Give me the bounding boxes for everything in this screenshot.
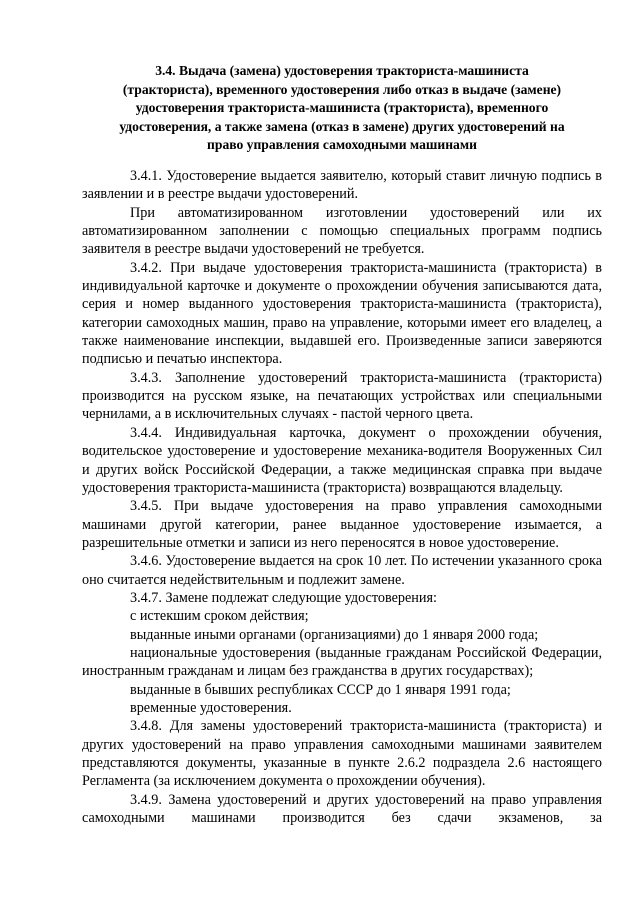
list-item-temporary: временные удостоверения.: [130, 699, 292, 716]
heading-line: (тракториста), временного удостоверения либо отказ в выдаче (замене): [122, 81, 562, 97]
list-item-ussr: выданные в бывших республиках СССР до 1 января 1991 года;: [130, 681, 511, 698]
heading-line: удостоверения, а также замена (отказ в замене) других удостоверений на: [119, 118, 565, 134]
list-item-national: национальные удостоверения (выданные гражданам Российской Федерации, иностранным гражданам и лицам без гражданства в других государствах);: [82, 644, 602, 680]
list-item-other-organs: выданные иными органами (организациями) до 1 января 2000 года;: [130, 626, 539, 643]
list-item-expired: с истекшим сроком действия;: [130, 608, 309, 625]
document-body: [82, 167, 602, 827]
paragraph-3-4-9: 3.4.9. Замена удостоверений и других удостоверений на право управления самоходными машинами производится без сдачи экзаменов, за: [82, 791, 602, 827]
paragraph-automation-note: При автоматизированном изготовлении удостоверений или их автоматизированном заполнении с помощью специальных программ подпись заявителя в реестре выдачи удостоверений не требуется.: [82, 204, 602, 258]
paragraph-3-4-4: 3.4.4. Индивидуальная карточка, документ о прохождении обучения, водительское удостоверение и удостоверение механика-водителя Вооруженных Сил и других войск Российской Федерации, а также медицинская справка при выдаче удостоверения тракториста-машиниста (тракториста) возвращаются владельцу.: [82, 424, 602, 496]
heading-line: право управления самоходными машинами: [207, 137, 477, 153]
paragraph-3-4-6: 3.4.6. Удостоверение выдается на срок 10 лет. По истечении указанного срока оно считается недействительным и подлежит замене.: [82, 553, 602, 588]
heading-line: удостоверения тракториста-машиниста (тракториста), временного: [135, 100, 549, 116]
paragraph-3-4-1: 3.4.1. Удостоверение выдается заявителю, который ставит личную подпись в заявлении и в реестре выдачи удостоверений.: [82, 168, 602, 203]
paragraph-3-4-8: 3.4.8. Для замены удостоверений тракториста-машиниста (тракториста) и других удостоверений на право управления самоходными машинами заявителем представляются документы, указанные в пункте 2.6.2 подраздела 2.6 настоящего Регламента (за исключением документа о прохождении обучения).: [82, 718, 602, 790]
paragraph-3-4-3: 3.4.3. Заполнение удостоверений тракториста-машиниста (тракториста) производится на русском языке, на печатающих устройствах или специальными чернилами, а в исключительных случаях - пастой черного цвета.: [82, 369, 602, 423]
section-heading: [82, 62, 602, 155]
paragraph-3-4-7: 3.4.7. Замене подлежат следующие удостоверения:: [130, 589, 437, 606]
heading-line: 3.4. Выдача (замена) удостоверения тракториста-машиниста: [155, 63, 529, 78]
paragraph-3-4-2: 3.4.2. При выдаче удостоверения тракториста-машиниста (тракториста) в индивидуальной карточке и документе о прохождении обучения записываются дата, серия и номер выданного удостоверения тракториста-машиниста (тракториста), категории самоходных машин, право на управление, которыми имеет его владелец, а также наименование инспекции, выдавшей его. Произведенные записи заверяются подписью и печатью инспектора.: [82, 259, 602, 368]
paragraph-3-4-5: 3.4.5. При выдаче удостоверения на право управления самоходными машинами другой категории, ранее выданное удостоверение изымается, а разрешительные отметки и записи из него переносятся в новое удостоверение.: [82, 498, 602, 551]
